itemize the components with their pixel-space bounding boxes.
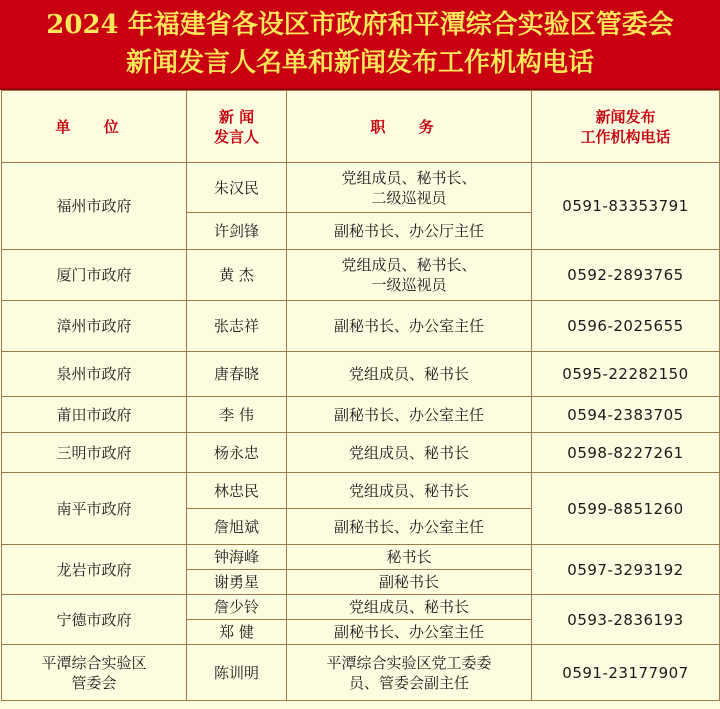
table-row xyxy=(2,397,720,433)
name-cell: 张志祥 xyxy=(187,301,287,352)
header-position: 职 务 xyxy=(287,91,532,163)
position-cell: 副秘书长、办公厅主任 xyxy=(287,213,532,250)
table-row xyxy=(2,163,720,213)
position-cell: 党组成员、秘书长 xyxy=(287,352,532,397)
header-row xyxy=(2,91,720,163)
phone-cell: 0592-2893765 xyxy=(532,250,720,301)
position-cell: 党组成员、秘书长、 一级巡视员 xyxy=(287,250,532,301)
phone-cell: 0594-2383705 xyxy=(532,397,720,433)
name-cell: 陈训明 xyxy=(187,645,287,701)
position-cell: 党组成员、秘书长、 二级巡视员 xyxy=(287,163,532,213)
header-unit: 单 位 xyxy=(2,91,187,163)
position-cell: 秘书长 xyxy=(287,545,532,570)
position-cell: 副秘书长、办公室主任 xyxy=(287,509,532,545)
position-cell: 副秘书长 xyxy=(287,570,532,595)
table-row xyxy=(2,433,720,473)
phone-cell: 0598-8227261 xyxy=(532,433,720,473)
name-cell: 谢勇星 xyxy=(187,570,287,595)
name-cell: 钟海峰 xyxy=(187,545,287,570)
table-row xyxy=(2,473,720,509)
name-cell: 黄 杰 xyxy=(187,250,287,301)
name-cell: 许剑锋 xyxy=(187,213,287,250)
title-banner xyxy=(0,0,720,90)
unit-cell: 莆田市政府 xyxy=(2,397,187,433)
table-row xyxy=(2,250,720,301)
phone-cell: 0591-83353791 xyxy=(532,163,720,250)
table-row xyxy=(2,645,720,701)
unit-cell: 平潭综合实验区 管委会 xyxy=(2,645,187,701)
position-cell: 党组成员、秘书长 xyxy=(287,473,532,509)
header-phone: 新闻发布 工作机构电话 xyxy=(532,91,720,163)
unit-cell: 龙岩市政府 xyxy=(2,545,187,595)
name-cell: 郑 健 xyxy=(187,620,287,645)
name-cell: 林忠民 xyxy=(187,473,287,509)
spokesperson-table xyxy=(1,90,720,701)
table-row xyxy=(2,595,720,620)
name-cell: 朱汉民 xyxy=(187,163,287,213)
position-cell: 副秘书长、办公室主任 xyxy=(287,620,532,645)
table-row xyxy=(2,301,720,352)
phone-cell: 0591-23177907 xyxy=(532,645,720,701)
name-cell: 詹少铃 xyxy=(187,595,287,620)
unit-cell: 漳州市政府 xyxy=(2,301,187,352)
position-cell: 副秘书长、办公室主任 xyxy=(287,301,532,352)
phone-cell: 0593-2836193 xyxy=(532,595,720,645)
position-cell: 党组成员、秘书长 xyxy=(287,595,532,620)
phone-cell: 0595-22282150 xyxy=(532,352,720,397)
position-cell: 副秘书长、办公室主任 xyxy=(287,397,532,433)
position-cell: 党组成员、秘书长 xyxy=(287,433,532,473)
phone-cell: 0597-3293192 xyxy=(532,545,720,595)
phone-cell: 0599-8851260 xyxy=(532,473,720,545)
unit-cell: 宁德市政府 xyxy=(2,595,187,645)
table-row xyxy=(2,545,720,570)
unit-cell: 泉州市政府 xyxy=(2,352,187,397)
name-cell: 李 伟 xyxy=(187,397,287,433)
name-cell: 杨永忠 xyxy=(187,433,287,473)
unit-cell: 福州市政府 xyxy=(2,163,187,250)
unit-cell: 南平市政府 xyxy=(2,473,187,545)
header-spokesperson: 新 闻 发言人 xyxy=(187,91,287,163)
phone-cell: 0596-2025655 xyxy=(532,301,720,352)
title-line-2: 新闻发言人名单和新闻发布工作机构电话 xyxy=(125,48,594,78)
title-line-1: 2024 年福建省各设区市政府和平潭综合实验区管委会 xyxy=(46,10,674,40)
unit-cell: 三明市政府 xyxy=(2,433,187,473)
name-cell: 詹旭斌 xyxy=(187,509,287,545)
table-row xyxy=(2,352,720,397)
position-cell: 平潭综合实验区党工委委 员、管委会副主任 xyxy=(287,645,532,701)
unit-cell: 厦门市政府 xyxy=(2,250,187,301)
name-cell: 唐春晓 xyxy=(187,352,287,397)
